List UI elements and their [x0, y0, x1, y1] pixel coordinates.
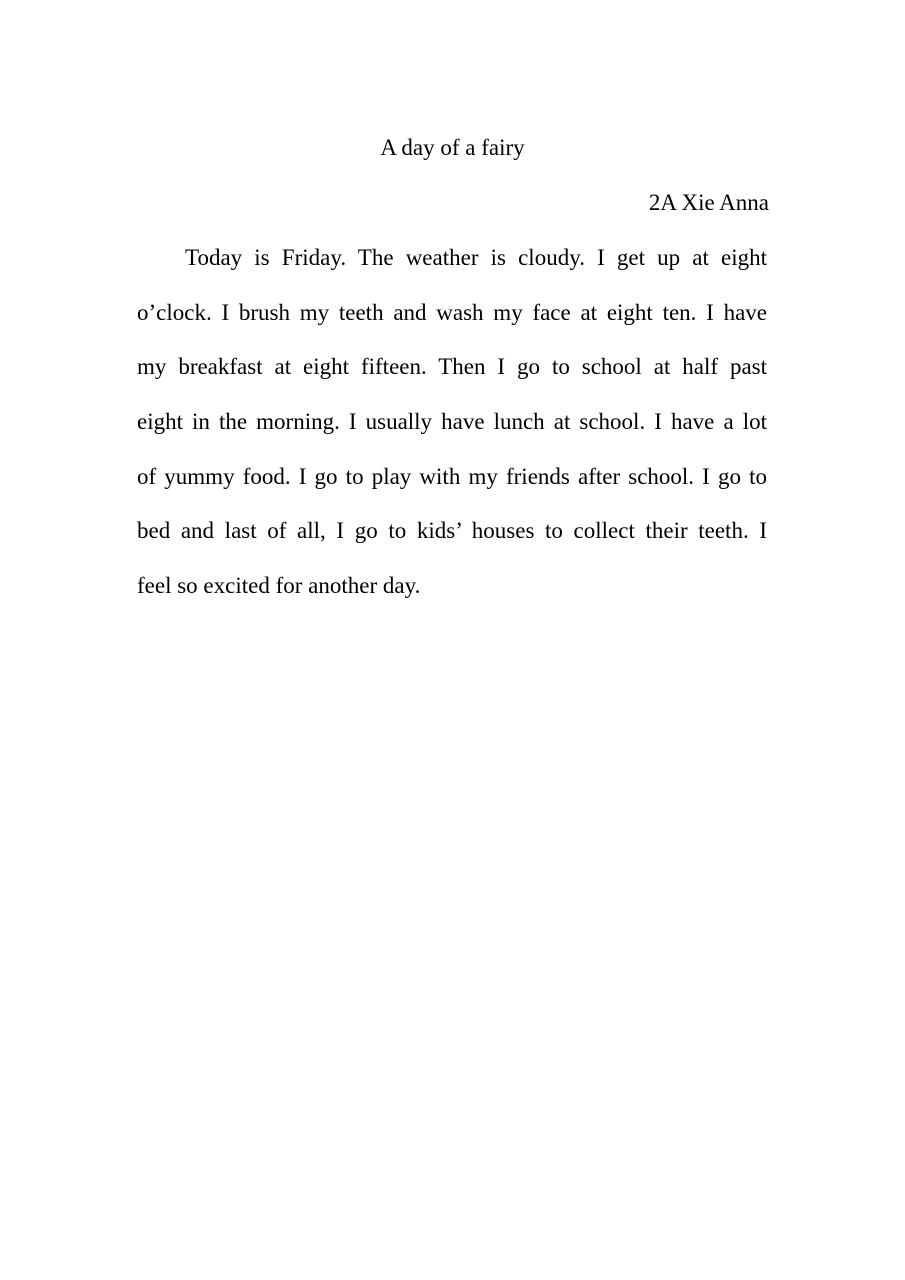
essay-paragraph [137, 243, 767, 626]
author-line: 2A Xie Anna [648, 190, 769, 215]
paragraph-line: Today is Friday. The weather is cloudy. I get up at eight [185, 245, 767, 270]
paragraph-line: feel so excited for another day. [137, 573, 421, 599]
paragraph-line: eight in the morning. I usually have lunch at school. I have a lot [137, 409, 767, 435]
paragraph-line: of yummy food. I go to play with my friends after school. I go to [137, 463, 767, 489]
paragraph-line: o’clock. I brush my teeth and wash my face at eight ten. I have [137, 299, 767, 325]
paragraph-line: my breakfast at eight fifteen. Then I go to school at half past [137, 354, 767, 380]
paragraph-line: bed and last of all, I go to kids’ houses to collect their teeth. I [137, 518, 767, 544]
essay-title: A day of a fairy [380, 135, 525, 160]
